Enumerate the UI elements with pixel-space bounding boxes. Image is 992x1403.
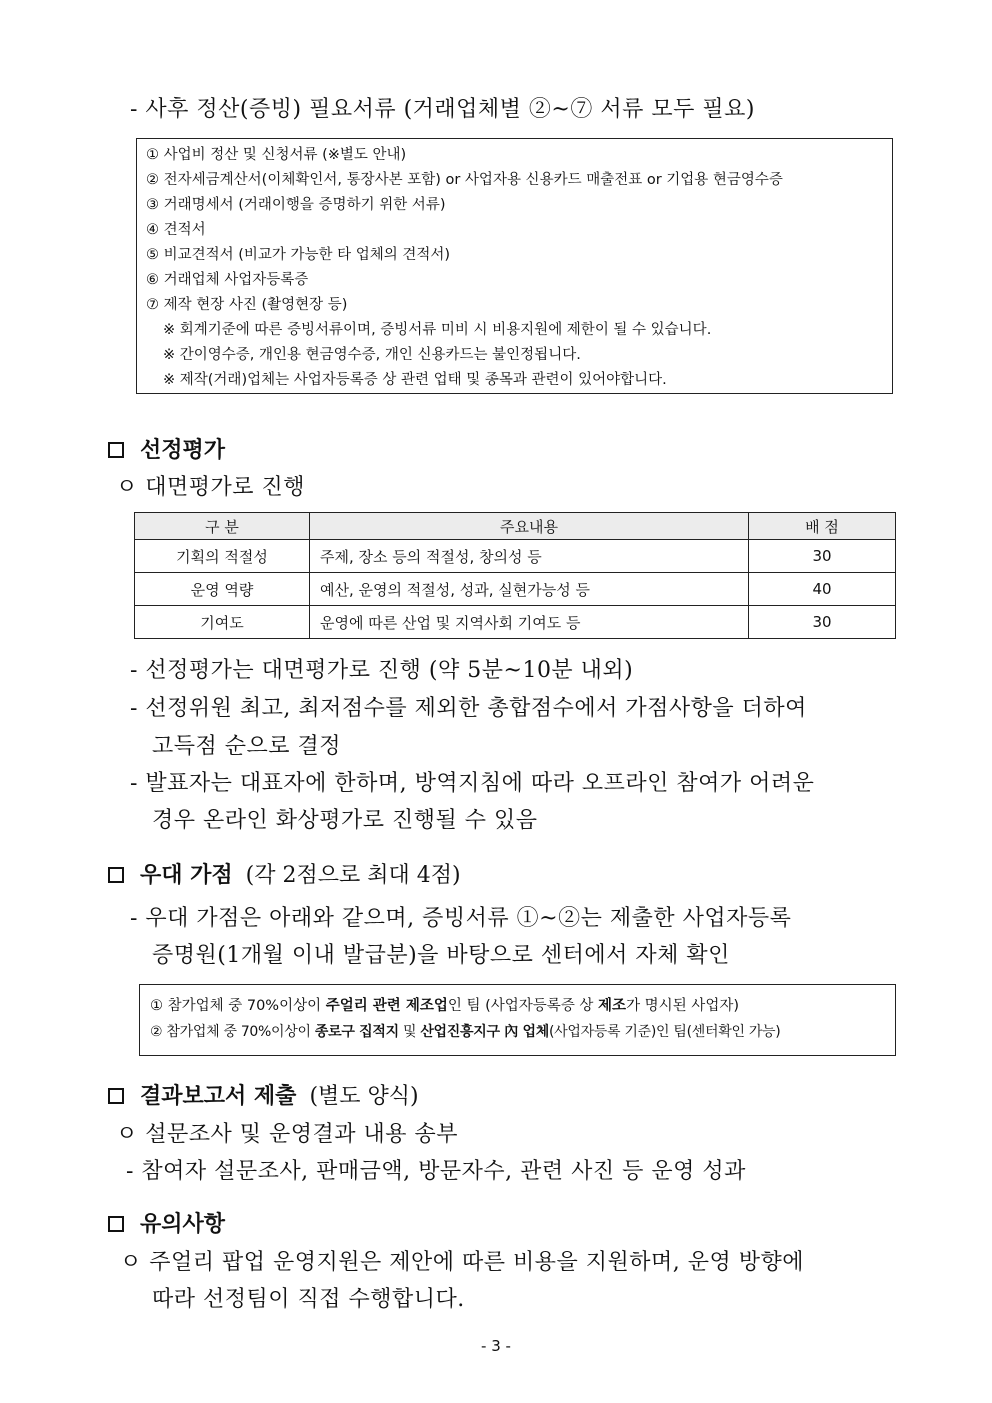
bonus-criteria-box (139, 984, 896, 1056)
selection-heading: 선정평가 (140, 437, 226, 463)
selection-bullet-3-cont: 경우 온라인 화상평가로 진행될 수 있음 (152, 808, 538, 833)
report-heading-note: (별도 양식) (309, 1084, 419, 1109)
bonus-heading: 우대 가점 (140, 862, 233, 888)
table-cell-score: 30 (749, 606, 896, 639)
notice-line-2: 따라 선정팀이 직접 수행합니다. (152, 1287, 465, 1312)
report-heading-row (108, 1079, 419, 1110)
table-cell-score: 30 (749, 540, 896, 573)
docs-heading: - 사후 정산(증빙) 필요서류 (거래업체별 ②~⑦ 서류 모두 필요) (130, 97, 755, 122)
selection-bullet-2-cont: 고득점 순으로 결정 (152, 734, 342, 759)
table-row (135, 573, 896, 606)
bonus-heading-row (108, 858, 461, 889)
notice-heading: 유의사항 (140, 1211, 226, 1237)
evaluation-table (134, 512, 896, 639)
docs-item-2: ② 전자세금계산서(이체확인서, 통장사본 포함) or 사업자용 신용카드 매출전표 or 기업용 현금영수증 (146, 172, 783, 188)
docs-item-4: ④ 견적서 (146, 222, 206, 238)
bonus-item-2: ② 참가업체 중 70%이상이 종로구 집적지 및 산업진흥지구 內 업체(사업자등록 기준)인 팀(센터확인 가능) (150, 1024, 781, 1040)
table-cell-category: 운영 역량 (135, 573, 310, 606)
report-sub: ㅇ 설문조사 및 운영결과 내용 송부 (116, 1122, 458, 1147)
checkbox-square-icon (108, 867, 124, 883)
selection-sub: ㅇ 대면평가로 진행 (116, 475, 306, 500)
table-cell-content: 운영에 따른 산업 및 지역사회 기여도 등 (310, 606, 749, 639)
table-header-row (135, 513, 896, 540)
table-row (135, 540, 896, 573)
table-header-score: 배 점 (749, 513, 896, 540)
docs-item-1: ① 사업비 정산 및 신청서류 (※별도 안내) (146, 147, 407, 163)
report-bullet: - 참여자 설문조사, 판매금액, 방문자수, 관련 사진 등 운영 성과 (126, 1159, 746, 1184)
checkbox-square-icon (108, 1088, 124, 1104)
bonus-item-1: ① 참가업체 중 70%이상이 주얼리 관련 제조업인 팀 (사업자등록증 상 제조가 명시된 사업자) (150, 998, 739, 1014)
docs-item-3: ③ 거래명세서 (거래이행을 증명하기 위한 서류) (146, 197, 446, 213)
selection-heading-row (108, 433, 225, 464)
report-heading: 결과보고서 제출 (140, 1083, 297, 1109)
selection-bullet-3: - 발표자는 대표자에 한하며, 방역지침에 따라 오프라인 참여가 어려운 (130, 771, 815, 796)
table-header-category: 구 분 (135, 513, 310, 540)
bonus-bullet-1: - 우대 가점은 아래와 같으며, 증빙서류 ①~②는 제출한 사업자등록 (130, 906, 792, 931)
notice-heading-row (108, 1207, 225, 1238)
docs-item-5: ⑤ 비교견적서 (비교가 가능한 타 업체의 견적서) (146, 247, 451, 263)
docs-note-2: ※ 간이영수증, 개인용 현금영수증, 개인 신용카드는 불인정됩니다. (163, 347, 581, 363)
docs-note-3: ※ 제작(거래)업체는 사업자등록증 상 관련 업태 및 종목과 관련이 있어야합니다. (163, 372, 667, 388)
selection-bullet-2: - 선정위원 최고, 최저점수를 제외한 총합점수에서 가점사항을 더하여 (130, 696, 807, 721)
selection-bullet-1: - 선정평가는 대면평가로 진행 (약 5분~10분 내외) (130, 658, 634, 683)
table-cell-category: 기여도 (135, 606, 310, 639)
page-number: - 3 - (481, 1337, 511, 1355)
table-cell-category: 기획의 적절성 (135, 540, 310, 573)
docs-list-box (136, 138, 893, 394)
docs-note-1: ※ 회계기준에 따른 증빙서류이며, 증빙서류 미비 시 비용지원에 제한이 될 수 있습니다. (163, 322, 712, 338)
table-cell-content: 주제, 장소 등의 적절성, 창의성 등 (310, 540, 749, 573)
notice-line-1: ㅇ 주얼리 팝업 운영지원은 제안에 따른 비용을 지원하며, 운영 방향에 (120, 1250, 804, 1275)
docs-item-7: ⑦ 제작 현장 사진 (촬영현장 등) (146, 297, 348, 313)
checkbox-square-icon (108, 1216, 124, 1232)
checkbox-square-icon (108, 442, 124, 458)
bonus-bullet-2: 증명원(1개월 이내 발급분)을 바탕으로 센터에서 자체 확인 (152, 943, 730, 968)
bonus-heading-note: (각 2점으로 최대 4점) (245, 863, 461, 888)
table-cell-score: 40 (749, 573, 896, 606)
table-header-content: 주요내용 (310, 513, 749, 540)
docs-item-6: ⑥ 거래업체 사업자등록증 (146, 272, 309, 288)
table-row (135, 606, 896, 639)
table-cell-content: 예산, 운영의 적절성, 성과, 실현가능성 등 (310, 573, 749, 606)
